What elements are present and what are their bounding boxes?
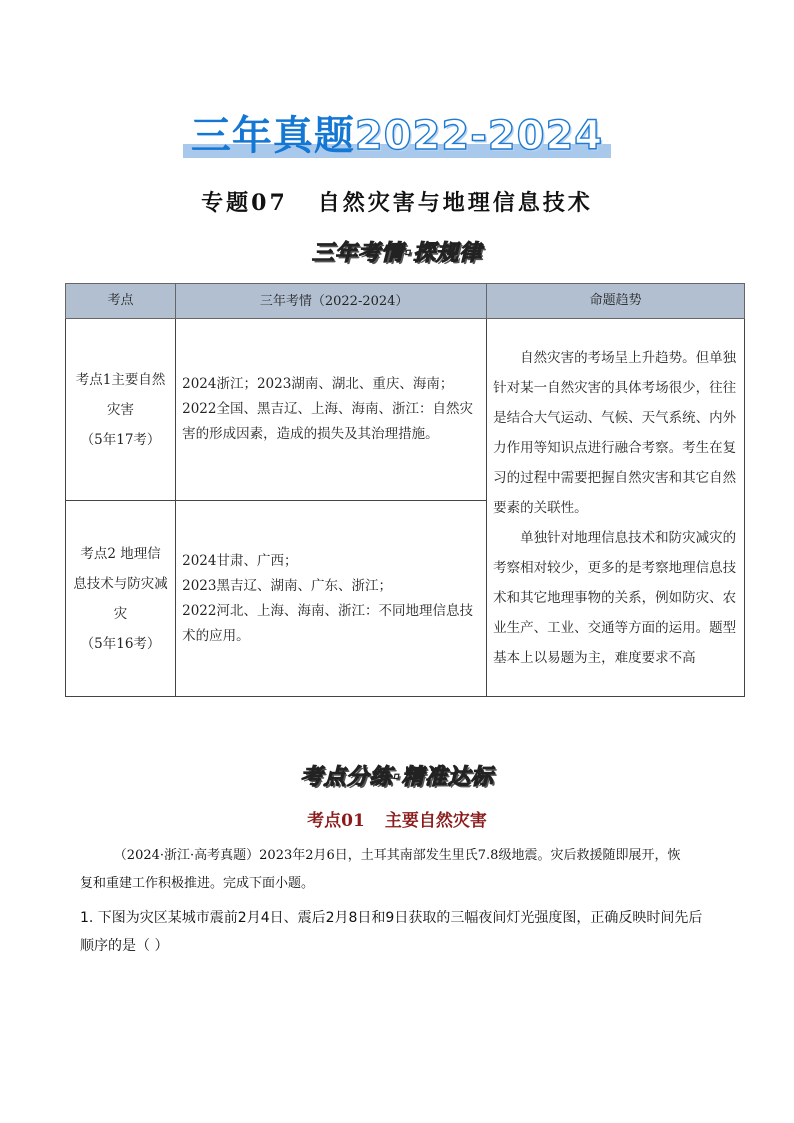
cell-kaodian-2: 考点2 地理信 息技术与防灾减 灾 （5年16考） xyxy=(66,501,176,697)
banner-title-part2: 2022-2024 xyxy=(354,113,604,159)
kaodian-heading xyxy=(0,806,794,831)
header-kaodian: 考点 xyxy=(66,284,176,319)
topic-name: 自然灾害与地理信息技术 xyxy=(317,190,593,216)
exam-trend-table xyxy=(65,283,745,697)
cell-detail-2: 2024甘肃、广西； 2023黑吉辽、湖南、广东、浙江； 2022河北、上海、海南、浙江：不同地理信息技 术的应用。 xyxy=(176,501,487,697)
trend-paragraph-2: 单独针对地理信息技术和防灾减灾的考察相对较少，更多的是考察地理信息技术和其它地理事物的关系，例如防灾、农业生产、工业、交通等方面的运用。题型基本上以易题为主，难度要求不高 xyxy=(493,529,737,666)
title-banner xyxy=(0,108,794,168)
topic-number: 专题07 xyxy=(201,190,288,216)
cell-detail-1: 2024浙江；2023湖南、湖北、重庆、海南； 2022全国、黑吉辽、上海、海南、浙江：自然灾 害的形成因素，造成的损失及其治理措施。 xyxy=(176,319,487,501)
kaodian-label: 考点01 xyxy=(307,811,365,831)
kaodian-title: 主要自然灾害 xyxy=(384,811,487,831)
trend-paragraph-1: 自然灾害的考场呈上升趋势。但单独针对某一自然灾害的具体考场很少，往往是结合大气运动、气候、天气系统、内外力作用等知识点进行融合考察。考生在复习的过程中需要把握自然灾害和其它自然要素的关联性。 xyxy=(493,349,737,516)
header-trend: 命题趋势 xyxy=(487,284,745,319)
table-row xyxy=(66,319,745,501)
banner-title-part1: 三年真题 xyxy=(190,113,355,159)
cell-trend xyxy=(487,319,745,697)
table-header-row xyxy=(66,284,745,319)
section-title-trend: 三年考情·探规律 xyxy=(311,241,483,266)
question-intro: （2024·浙江·高考真题）2023年2月6日，土耳其南部发生里氏7.8级地震。灾后救援随即展开，恢 复和重建工作积极推进。完成下面小题。 xyxy=(80,848,681,891)
question-1: 1. 下图为灾区某城市震前2月4日、震后2月8日和9日获取的三幅夜间灯光强度图，正确反映时间先后 顺序的是（ ） xyxy=(80,910,703,954)
topic-subtitle xyxy=(0,186,794,217)
cell-kaodian-1: 考点1主要自然 灾害 （5年17考） xyxy=(66,319,176,501)
section-title-practice: 考点分练·精准达标 xyxy=(300,765,494,790)
header-kaoqing: 三年考情（2022-2024） xyxy=(176,284,487,319)
